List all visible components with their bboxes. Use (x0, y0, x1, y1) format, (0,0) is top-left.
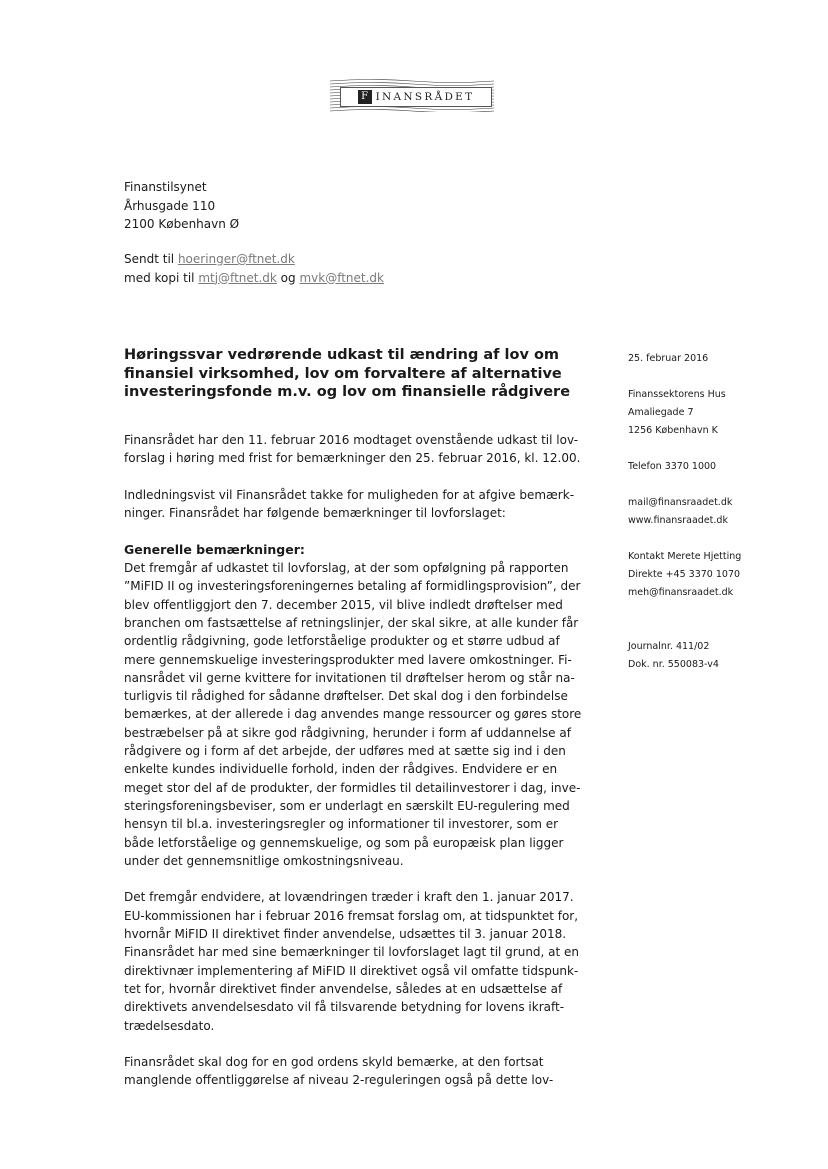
letter-title (124, 346, 604, 402)
paragraph-remark (124, 1053, 594, 1090)
text-line: ninger. Finansrådet har følgende bemærkninger til lovforslaget: (124, 506, 506, 521)
text-line: ordentlig rådgivning, gode letforståelige produkter og et større udbud af (124, 634, 560, 649)
sender-phone: Telefon 3370 1000 (628, 461, 717, 472)
logo-letter-box: F (358, 90, 372, 104)
paragraph-thanks (124, 486, 594, 523)
text-line: nansrådet vil gerne kvittere for invitationen til drøftelser herom og står na- (124, 670, 575, 685)
cc-label: med kopi til (124, 270, 199, 285)
to-email-link[interactable]: hoeringer@ftnet.dk (177, 252, 295, 266)
sender-street: Amaliegade 7 (628, 407, 694, 418)
text-line: manglende offentliggørelse af niveau 2-reguleringen også på dette lov- (124, 1073, 554, 1088)
text-line: hvornår MiFID II direktivet finder anvendelse, udsættes til 3. januar 2018. (124, 927, 567, 942)
text-line: Finansrådet har med sine bemærkninger til lovforslaget lagt til grund, at en (124, 945, 580, 960)
text-line: under det gennemsnitlige omkostningsniveau. (124, 853, 404, 868)
title-line: investeringsfonde m.v. og lov om finansielle rådgivere (124, 384, 571, 400)
text-line: Finansrådet har den 11. februar 2016 modtaget ovenstående udkast til lov- (124, 433, 579, 447)
recipient-city: 2100 København Ø (124, 217, 240, 231)
contact-person: Kontakt Merete Hjetting (628, 551, 742, 562)
text-line: rådgivere og i form af det arbejde, der udføres med at sætte sig ind i den (124, 744, 566, 759)
sent-to-label: Sendt til (124, 252, 178, 266)
text-line: Indledningsvist vil Finansrådet takke for muligheden for at afgive bemærk- (124, 487, 575, 502)
text-line: bemærkes, at der allerede i dag anvendes mange ressourcer og gøres store (124, 707, 582, 722)
title-line: finansiel virksomhed, lov om forvaltere af alternative (124, 365, 562, 382)
text-line: Det fremgår af udkastet til lovforslag, at der som opfølgning på rapporten (124, 561, 569, 576)
text-line: blev offentliggjort den 7. december 2015, vil blive indledt drøftelser med (124, 597, 563, 612)
text-line: direktivets anvendelsesdato vil få tilsvarende betydning for lovens ikraft- (124, 1000, 565, 1015)
paragraph-intro (124, 431, 594, 468)
text-line: Det fremgår endvidere, at lovændringen træder i kraft den 1. januar 2017. (124, 890, 574, 905)
cc-and: og (276, 270, 300, 285)
text-line: Finansrådet skal dog for en god ordens skyld bemærke, at den fortsat (124, 1055, 544, 1070)
cc2-email-link[interactable]: mvk@ftnet.dk (299, 270, 384, 285)
text-line: mere gennemskuelige investeringsprodukter med lavere omkostninger. Fi- (124, 652, 572, 667)
letter-date: 25. februar 2016 (628, 353, 709, 364)
recipient-name: Finanstilsynet (124, 180, 207, 194)
text-line: hensyn til bl.a. investeringsregler og informationer til investorer, som er (124, 817, 559, 832)
cc1-email-link[interactable]: mtj@ftnet.dk (198, 270, 277, 285)
sender-email: mail@finansraadet.dk (628, 497, 733, 508)
text-line: forslag i høring med frist for bemærkninger den 25. februar 2016, kl. 12.00. (124, 451, 581, 466)
paragraph-general (124, 559, 594, 870)
text-line: steringsforeningsbeviser, som er underlagt en særskilt EU-regulering med (124, 798, 570, 813)
logo-wordmark (340, 87, 492, 107)
text-line: EU-kommissionen har i februar 2016 fremsat forslag om, at tidspunktet for, (124, 908, 579, 923)
contact-direct-phone: Direkte +45 3370 1070 (628, 569, 741, 580)
sender-sidebar (628, 350, 741, 674)
text-line: både letforståelige og gennemskuelige, og som på europæisk plan ligger (124, 835, 564, 850)
sent-info (124, 250, 384, 287)
sender-web: www.finansraadet.dk (628, 515, 728, 526)
sender-org: Finanssektorens Hus (628, 389, 726, 400)
text-line: ”MiFID II og investeringsforeningernes betaling af formidlingsprovision”, der (124, 579, 581, 594)
section-heading: Generelle bemærkninger: (124, 541, 305, 557)
logo-word: INANSRÅDET (375, 91, 475, 103)
sender-city: 1256 København K (628, 425, 718, 436)
text-line: branchen om fastsættelse af retningslinjer, der skal sikre, at alle kunder får (124, 615, 579, 630)
letter-body (124, 431, 594, 1108)
text-line: direktivnær implementering af MiFID II direktivet også vil omfatte tidspunk- (124, 963, 579, 978)
recipient-address (124, 178, 239, 234)
title-line: Høringssvar vedrørende udkast til ændring af lov om (124, 347, 560, 363)
document-number: Dok. nr. 550083-v4 (628, 659, 719, 670)
text-line: trædelsesdato. (124, 1018, 215, 1033)
text-line: enkelte kundes individuelle forhold, inden der rådgives. Endvidere er en (124, 762, 558, 777)
recipient-street: Århusgade 110 (124, 198, 216, 213)
journal-number: Journalnr. 411/02 (628, 641, 710, 652)
contact-email: meh@finansraadet.dk (628, 587, 734, 598)
text-line: tet for, hvornår direktivet finder anvendelse, således at en udsættelse af (124, 981, 563, 996)
text-line: meget stor del af de produkter, der formidles til detailinvestorer i dag, inve- (124, 780, 581, 795)
finansraadet-logo (330, 78, 494, 112)
cc-line (124, 269, 384, 288)
text-line: bestræbelser på at sikre god rådgivning, herunder i form af uddannelse af (124, 725, 571, 740)
sent-to-line (124, 250, 384, 269)
text-line: turligvis til rådighed for sådanne drøftelser. Det skal dog i den forbindelse (124, 689, 568, 704)
paragraph-effective-date (124, 888, 594, 1034)
